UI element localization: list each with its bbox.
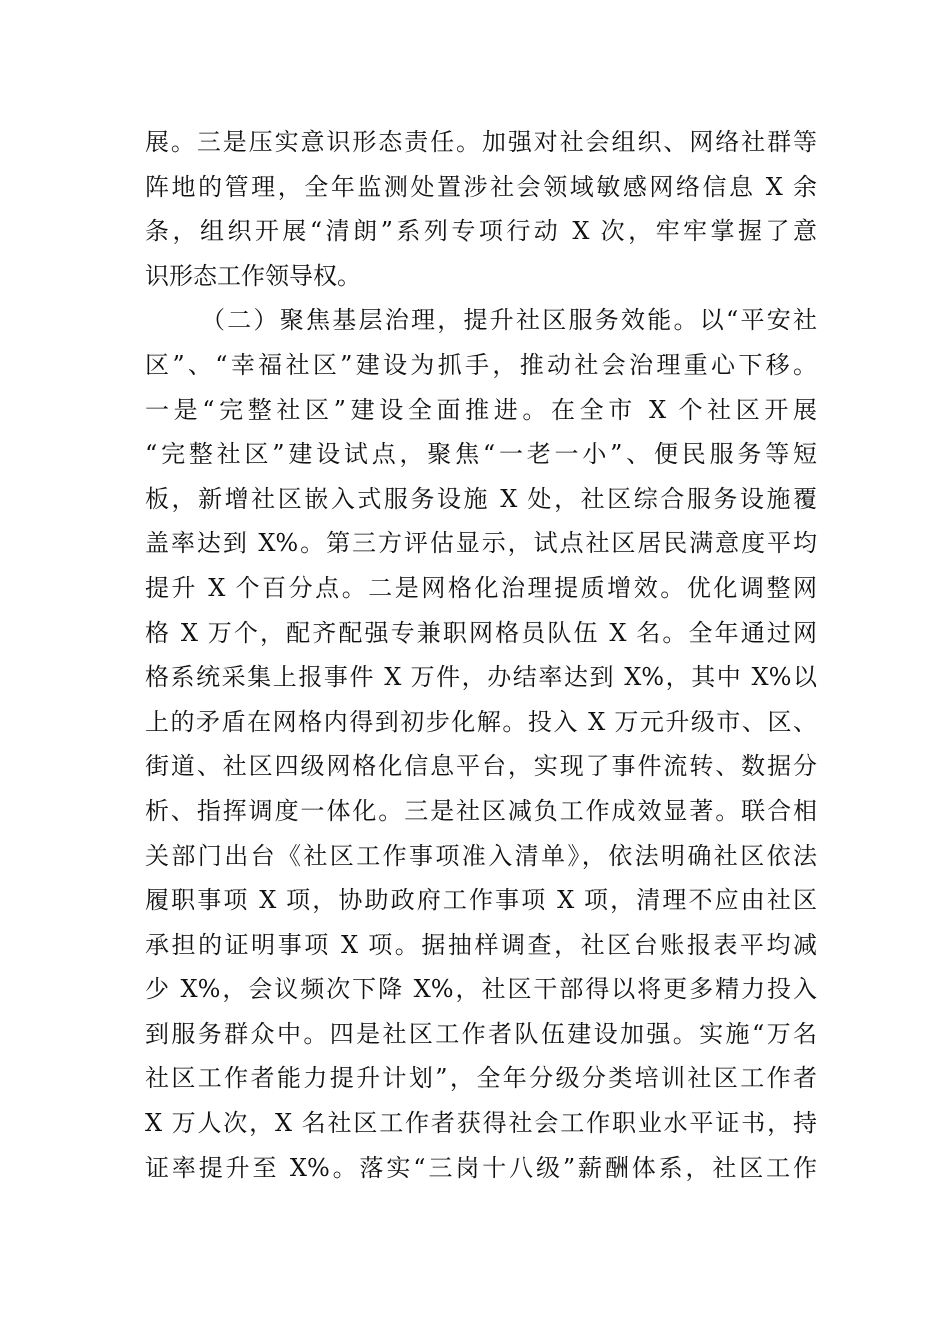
text-line: 少 X%，会议频次下降 X%，社区干部得以将更多精力投入 bbox=[145, 975, 817, 1004]
text-line: 证率提升至 X%。落实“三岗十八级”薪酬体系，社区工作 bbox=[145, 1153, 817, 1182]
text-line: 承担的证明事项 X 项。据抽样调查，社区台账报表平均减 bbox=[145, 930, 817, 959]
text-line: 格系统采集上报事件 X 万件，办结率达到 X%，其中 X%以 bbox=[145, 663, 817, 692]
text-line: 展。三是压实意识形态责任。加强对社会组织、网络社群等 bbox=[145, 128, 817, 156]
body-text bbox=[145, 120, 817, 1190]
text-line: 析、指挥调度一体化。三是社区减负工作成效显著。联合相 bbox=[145, 796, 817, 825]
text-line: 一是“完整社区”建设全面推进。在全市 X 个社区开展 bbox=[145, 395, 817, 424]
text-line: X 万人次，X 名社区工作者获得社会工作职业水平证书，持 bbox=[145, 1109, 817, 1138]
text-line: 区”、“幸福社区”建设为抓手，推动社会治理重心下移。 bbox=[145, 350, 817, 379]
text-line: 板，新增社区嵌入式服务设施 X 处，社区综合服务设施覆 bbox=[145, 484, 817, 513]
text-line: 关部门出台《社区工作事项准入清单》，依法明确社区依法 bbox=[145, 841, 817, 870]
text-line: 到服务群众中。四是社区工作者队伍建设加强。实施“万名 bbox=[145, 1019, 817, 1048]
text-line: 履职事项 X 项，协助政府工作事项 X 项，清理不应由社区 bbox=[145, 886, 817, 915]
text-line: 街道、社区四级网格化信息平台，实现了事件流转、数据分 bbox=[145, 752, 817, 781]
section-heading-line: （二）聚焦基层治理，提升社区服务效能。以“平安社 bbox=[201, 306, 817, 335]
text-line: 阵地的管理，全年监测处置涉社会领域敏感网络信息 X 余 bbox=[145, 172, 817, 201]
text-line: 识形态工作领导权。 bbox=[145, 261, 361, 290]
text-line: 上的矛盾在网格内得到初步化解。投入 X 万元升级市、区、 bbox=[145, 707, 817, 736]
text-line: 提升 X 个百分点。二是网格化治理提质增效。优化调整网 bbox=[145, 573, 817, 602]
text-line: 条，组织开展“清朗”系列专项行动 X 次，牢牢掌握了意 bbox=[145, 217, 817, 246]
text-line: 盖率达到 X%。第三方评估显示，试点社区居民满意度平均 bbox=[145, 529, 817, 558]
text-line: 格 X 万个，配齐配强专兼职网格员队伍 X 名。全年通过网 bbox=[145, 618, 817, 647]
text-line: 社区工作者能力提升计划”，全年分级分类培训社区工作者 bbox=[145, 1064, 817, 1093]
text-line: “完整社区”建设试点，聚焦“一老一小”、便民服务等短 bbox=[145, 440, 817, 469]
